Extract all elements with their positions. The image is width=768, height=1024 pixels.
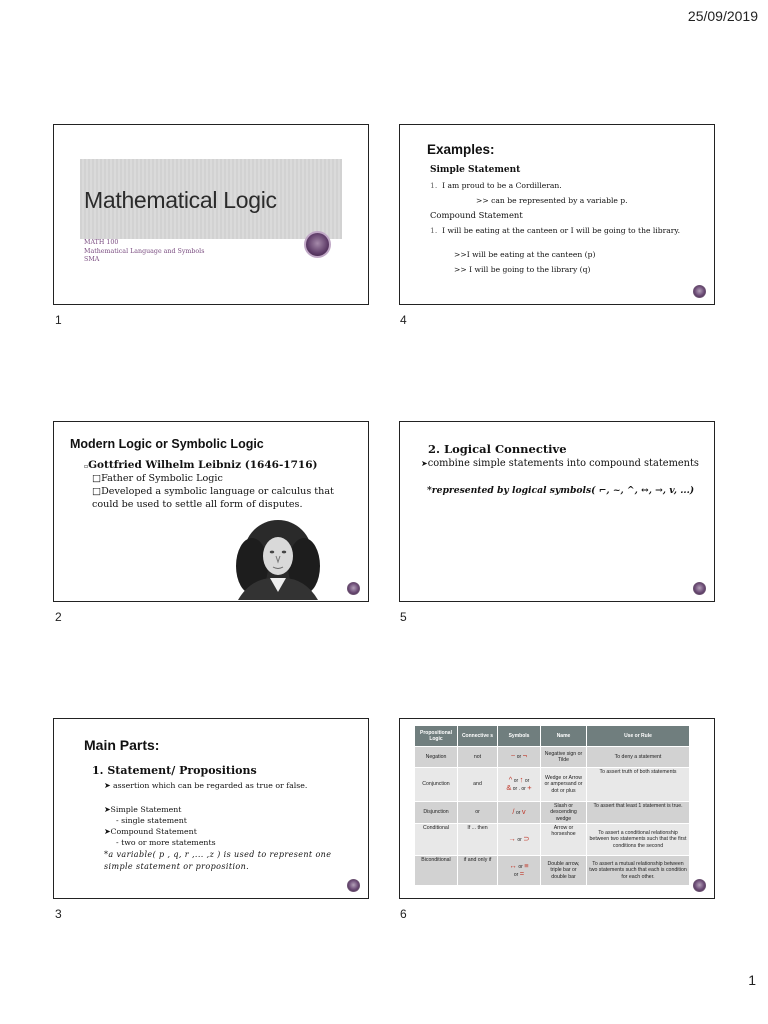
table-row (415, 747, 690, 768)
slide-1 (53, 124, 369, 305)
logo-icon (693, 582, 706, 595)
cell-symbols (498, 747, 541, 768)
compound-item: 1. I will be eating at the canteen or I will be going to the library. (430, 226, 681, 235)
symbol-or: or (517, 836, 522, 843)
cell-use: To deny a statement (587, 747, 690, 768)
connective-bullet: ➤combine simple statements into compound statements (421, 458, 699, 469)
table-row (415, 768, 690, 802)
cell-connective: and (458, 768, 498, 802)
subtitle-line: Mathematical Language and Symbols (84, 247, 205, 255)
page-date: 25/09/2019 (687, 8, 758, 24)
symbol: ≡ (524, 861, 529, 871)
bullet-text: Father of Symbolic Logic (101, 473, 223, 484)
symbol: ↑ (519, 775, 524, 785)
slide-3 (53, 718, 369, 899)
compound-item-text: I will be eating at the canteen or I will be going to the library. (442, 226, 681, 235)
cell-symbols (498, 824, 541, 856)
compound-statement-text: Compound Statement (110, 827, 197, 836)
subtitle-line: SMA (84, 256, 100, 263)
cell-connective: If ... then (458, 824, 498, 856)
statement-heading: 1. Statement/ Propositions (92, 764, 257, 777)
symbol: → (508, 833, 516, 843)
slide-1-subtitle (84, 239, 204, 265)
simple-item-text: I am proud to be a Cordilleran. (442, 181, 562, 190)
slide-4-title: Examples: (427, 142, 495, 157)
cell-logic: Disjunction (415, 802, 458, 824)
simple-note: >> can be represented by a variable p. (476, 196, 628, 205)
cell-symbols (498, 768, 541, 802)
symbol-or: or (513, 871, 519, 878)
simple-item: 1. I am proud to be a Cordilleran. (430, 181, 562, 190)
cell-symbols (498, 856, 541, 886)
slide-number: 2 (55, 610, 62, 624)
symbol-or: or (518, 864, 523, 871)
symbol: ~ (510, 751, 516, 761)
logo-icon (347, 879, 360, 892)
cell-logic: Conjunction (415, 768, 458, 802)
cell-logic: Biconditional (415, 856, 458, 886)
leibniz-portrait-image (222, 514, 334, 600)
school-seal-icon (304, 231, 331, 258)
symbol-or: or (513, 778, 519, 785)
logo-icon (693, 879, 706, 892)
symbol-or: or (524, 778, 530, 785)
variable-note: *a variable( p , q, r ,... ,z ) is used to represent one simple statement or proposition. (104, 850, 332, 871)
assertion-text: assertion which can be regarded as true or false. (113, 781, 308, 790)
bullet-text: Developed a symbolic language or calculus that could be used to settle all form of disputes. (92, 486, 334, 510)
cell-name: Slash or descending wedge (541, 802, 587, 824)
slide-number: 3 (55, 907, 62, 921)
symbol-or: or (515, 809, 521, 816)
cell-name: Double arrow, triple bar or double bar (541, 856, 587, 886)
slide-number: 1 (55, 313, 62, 327)
column-header: Name (541, 726, 587, 747)
compound-note-2: >> I will be going to the library (q) (454, 265, 591, 274)
page-number: 1 (748, 972, 756, 988)
slide-3-title: Main Parts: (84, 737, 160, 753)
slide-number: 5 (400, 610, 407, 624)
connectives-table (414, 725, 690, 886)
cell-use: To assert a mutual relationship between two statements such that each is condition for each other. (587, 856, 690, 886)
symbol: ^ (508, 775, 513, 785)
cell-connective: if and only if (458, 856, 498, 886)
cell-connective: or (458, 802, 498, 824)
table-row (415, 824, 690, 856)
cell-use: To assert a conditional relationship between two statements such that the first conditions the second (587, 824, 690, 856)
slide-6 (399, 718, 715, 899)
symbol: + (527, 782, 532, 792)
bullet-item: □Developed a symbolic language or calculus that could be used to settle all form of disputes. (92, 486, 334, 510)
table-row (415, 856, 690, 886)
symbol-or: or . or (512, 785, 526, 792)
symbol: / (512, 806, 515, 816)
compound-heading: Compound Statement (430, 210, 523, 220)
symbols-note: *represented by logical symbols( ⌐, ~, ^, ↔, →, v, ...) (427, 485, 695, 496)
cell-name: Arrow or horseshoe (541, 824, 587, 856)
leibniz-name-text: Gottfried Wilhelm Leibniz (1646-1716) (88, 459, 318, 471)
column-header: Use or Rule (587, 726, 690, 747)
symbol: v (521, 806, 526, 816)
symbol-or: or (516, 754, 522, 761)
compound-statement-line: ➤Compound Statement (104, 827, 197, 836)
column-header: Connective s (458, 726, 498, 747)
compound-note-1: >>I will be eating at the canteen (p) (454, 250, 596, 259)
cell-use: To assert truth of both statements (587, 768, 690, 802)
slide-4 (399, 124, 715, 305)
slide-number: 4 (400, 313, 407, 327)
leibniz-name: ▫Gottfried Wilhelm Leibniz (1646-1716) (84, 459, 318, 471)
simple-statement-text: Simple Statement (110, 805, 182, 814)
cell-name: Wedge or Arrow or ampersand or dot or plus (541, 768, 587, 802)
symbol: = (519, 868, 525, 878)
symbol: ¬ (522, 751, 528, 761)
simple-heading: Simple Statement (430, 165, 521, 175)
logo-icon (693, 285, 706, 298)
slide-2 (53, 421, 369, 602)
slide-1-title: Mathematical Logic (84, 187, 277, 213)
cell-use: To assert that least 1 statement is true. (587, 802, 690, 824)
cell-symbols (498, 802, 541, 824)
logo-icon (347, 582, 360, 595)
slide-2-title: Modern Logic or Symbolic Logic (70, 437, 264, 451)
bullet-item: □Father of Symbolic Logic (92, 473, 223, 484)
cell-logic: Conditional (415, 824, 458, 856)
slide-5-title: 2. Logical Connective (428, 442, 567, 456)
slide-number: 6 (400, 907, 407, 921)
table-row (415, 802, 690, 824)
cell-name: Negative sign or Tilde (541, 747, 587, 768)
symbol: ⊃ (523, 833, 530, 843)
symbol: & (506, 782, 512, 792)
slide-5 (399, 421, 715, 602)
table-header-row (415, 726, 690, 747)
symbol: ↔ (509, 861, 517, 871)
two-statements-line: - two or more statements (116, 838, 216, 847)
cell-logic: Negation (415, 747, 458, 768)
single-statement-line: - single statement (116, 816, 187, 825)
subtitle-line: MATH 100 (84, 239, 119, 246)
simple-statement-line: ➤Simple Statement (104, 805, 182, 814)
connective-bullet-text: combine simple statements into compound statements (427, 458, 699, 469)
column-header: Propositional Logic (415, 726, 458, 747)
cell-connective: not (458, 747, 498, 768)
column-header: Symbols (498, 726, 541, 747)
assertion-line: ➤ assertion which can be regarded as true or false. (104, 781, 308, 790)
